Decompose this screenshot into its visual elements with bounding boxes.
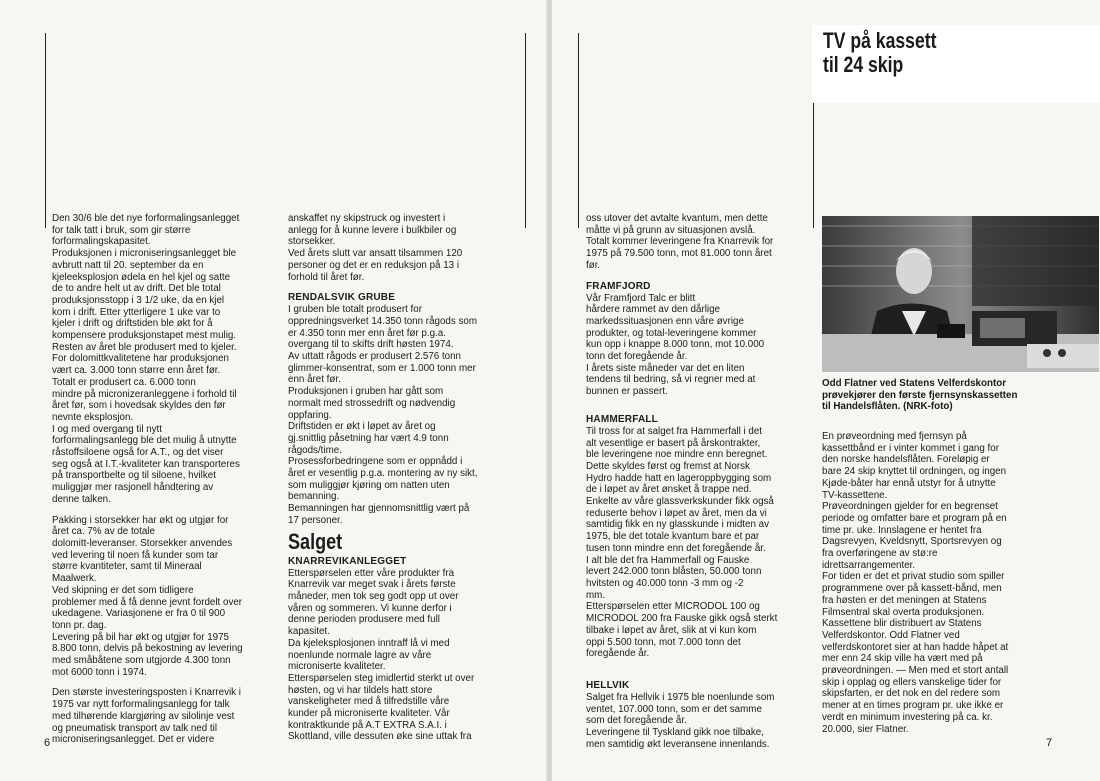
page-number: 6 <box>44 737 51 749</box>
section-heading: FRAMFJORD <box>586 280 651 292</box>
paragraph: Den 30/6 ble det nye forformalingsanlegget for talk tatt i bruk, som gir større forformalingskapasitet. Produksjonen i microniseringsanlegget ble avbrutt natt til 20. september da en kjeleeksplosjon ødela en hel kjel og satte de to andre helt ut av drift. Det ble total produksjonsstopp i 3 1/2 uke, da en kjel kom i drift. Etter ytterligere 1 uke var to kjeler i drift og driftstiden ble økt for å kompensere produksjonstapet mest mulig. Resten av året ble produsert med to kjeler. For dolomittkvalitetene har produksjonen vært ca. 3.000 tonn større enn året før. Totalt er produsert ca. 6.000 tonn mindre på micronizeranleggene i forhold til året før, som i hovedsak skyldes den før nevnte eksplosjon. I og med overgang til nytt forformalingsanlegg ble det mulig å utnytte råstoffsiloene også for A.T., og det viser seg også at I.T.-kvaliteter kan transporteres på transportbelte og til siloene, hvilket muliggjør mer rasjonell håndtering av denne talken. <box>52 213 240 505</box>
section-heading: HAMMERFALL <box>586 413 658 425</box>
paragraph: Den største investeringsposten i Knarrevik i 1975 var nytt forformalingsanlegg for talk med tilhørende klargjøring av silolinje vest og pneumatisk transport av talk ned til microniseringsanlegget. Det er videre <box>52 687 241 746</box>
section-heading: KNARREVIKANLEGGET <box>288 555 407 567</box>
paragraph: Salget fra Hellvik i 1975 ble noenlunde som ventet, 107.000 tonn, som er det samme som det foregående år. Leveringene til Tyskland gikk noe tilbake, men samtidig økt leveransene innenlands. <box>586 691 775 750</box>
column-rule <box>578 33 579 228</box>
right-column-1 <box>586 213 814 759</box>
left-page <box>0 0 548 781</box>
article-body <box>822 431 1098 744</box>
chapter-heading: Salget <box>288 528 343 554</box>
article-title: TV på kassett til 24 skip <box>823 28 937 77</box>
left-column-1 <box>52 213 274 755</box>
paragraph: Etterspørselen etter våre produkter fra Knarrevik var meget svak i årets første måneder, men tok seg godt opp ut over våren og sommeren. Vi kunne derfor i denne perioden produsere med full kapasitet. Da kjeleksplosjonen inntraff lå vi med noenlunde normale lagre av våre microniserte kvaliteter. Etterspørselen steg imidlertid sterkt ut over høsten, og vi har tildels hatt store vanskeligheter med å tilfredstille våre kunder på microniserte kvaliteter. Vår kontraktkunde på A.T EXTRA S.A.I. i Skottland, ville dessuten øke sine uttak fra <box>288 567 475 743</box>
page-number: 7 <box>1046 737 1053 749</box>
photo-caption: Odd Flatner ved Statens Velferdskontor prøvekjører den første fjernsynskassetten til Handelsflåten. (NRK-foto) <box>822 378 1018 413</box>
paragraph: I gruben ble totalt produsert for oppredningsverket 14.350 tonn rågods som er 4.350 tonn mer enn året før p.g.a. overgang til to skifts drift høsten 1974. Av uttatt rågods er produsert 2.576 tonn glimmer-konsentrat, som er 1.000 tonn mer enn året før. Produksjonen i gruben har gått som normalt med strossedrift og nødvendig oppfaring. Driftstiden er økt i løpet av året og gj.snittlig påsetning har vært 4.9 tonn rågods/time. Prosessforbedringene som er oppnådd i året er vesentlig p.g.a. montering av ny sikt, som muliggjør kjøring om natten uten bemanning. Bemanningen har gjennomsnittlig vært på 17 personer. <box>288 304 478 526</box>
column-rule <box>45 33 46 228</box>
paragraph: anskaffet ny skipstruck og investert i anlegg for å kunne levere i bulkbiler og storsekker. Ved årets slutt var ansatt tilsammen 120 personer og det er en reduksjon på 13 i forhold til året før. <box>288 213 463 283</box>
paragraph: oss utover det avtalte kvantum, men dette måtte vi på grunn av situasjonen avslå. Totalt kommer leveringene fra Knarrevik for 1975 på 79.500 tonn, mot 81.000 tonn året før. <box>586 213 774 271</box>
column-rule <box>525 33 526 228</box>
paragraph: En prøveordning med fjernsyn på kassettbånd er i vinter kommet i gang for den norske handelsflåten. Foreløpig er bare 24 skip knyttet til ordningen, og ingen Kjøde-båter har ennå utstyr for å utnytte TV-kassettene. Prøveordningen gjelder for en begrenset periode og omfatter bare et program på en time pr. uke. Innslagene er hentet fra Dagsrevyen, Kveldsnytt, Sportsrevyen og fra overføringene av stø:re idrettsarrangementer. For tiden er det et privat studio som spiller programmene over på kassett-bånd, men fra høsten er det meningen at Statens Filmsentral skal overta produksjonen. Kassettene blir distribuert av Statens Velferdskontor. Odd Flatner ved velferdskontoret sier at han hadde håpet at mer enn 24 skip ville ha vært med på prøveordningen. — Men med et stort antall skip i opplag og ellers vanskelige tider for skipsfarten, er det nok en del redere som mener at en times program pr. uke ikke er verdt en minimum investering på ca. kr. 20.000, sier Flatner. <box>822 431 1009 735</box>
article-photo <box>822 216 1099 372</box>
paragraph: Pakking i storsekker har økt og utgjør for året ca. 7% av de totale dolomitt-leveranser. Storsekker anvendes ved levering til noen få kunder som tar større kvantiteter, samt til Mineraal Maalwerk. Ved skipning er det som tidligere problemer med å få denne jevnt fordelt over ukedagene. Variasjonene er fra 0 til 900 tonn pr. dag. Levering på bil har økt og utgjør for 1975 8.800 tonn, delvis på bekostning av levering med småbåtene som utgjorde 4.300 tonn mot 6000 tonn i 1974. <box>52 514 243 678</box>
left-column-2 <box>288 213 514 752</box>
section-heading: HELLVIK <box>586 679 630 691</box>
photo-illustration <box>822 216 1099 372</box>
paragraph: Til tross for at salget fra Hammerfall i det alt vesentlige er basert på årskontrakter, ble leveringene noe mindre enn beregnet. Dette skyldes først og fremst at Norsk Hydro hadde hatt en lageroppbygging som de i løpet av året ønsket å trappe ned. Enkelte av våre glassverkskunder fikk også reduserte behov i løpet av året, men da vi samtidig fikk en ny glasskunde i midten av 1975, ble det totale kvantum bare et par tusen tonn mindre enn det foregående år. I alt ble det fra Hammerfall og Fauske levert 242.000 tonn blåsten, 50.000 tonn hvitsten og 40.000 tonn -3 mm og -2 mm. Etterspørselen etter MICRODOL 100 og MICRODOL 200 fra Fauske gikk også sterkt tilbake i løpet av året, slik at vi kun kom oppi 5.500 tonn, mot 7.000 tonn det foregående år. <box>586 425 778 660</box>
section-heading: RENDALSVIK GRUBE <box>288 292 396 304</box>
paragraph: Vår Framfjord Talc er blitt hårdere rammet av den dårlige markedssituasjonen enn våre øvrige produkter, og total-leveringene kommer kun opp i knappe 8.000 tonn, mot 10.000 tonn det foregående år. I årets siste måneder var det en liten tendens til bedring, så vi regner med at bunnen er passert. <box>586 292 765 398</box>
